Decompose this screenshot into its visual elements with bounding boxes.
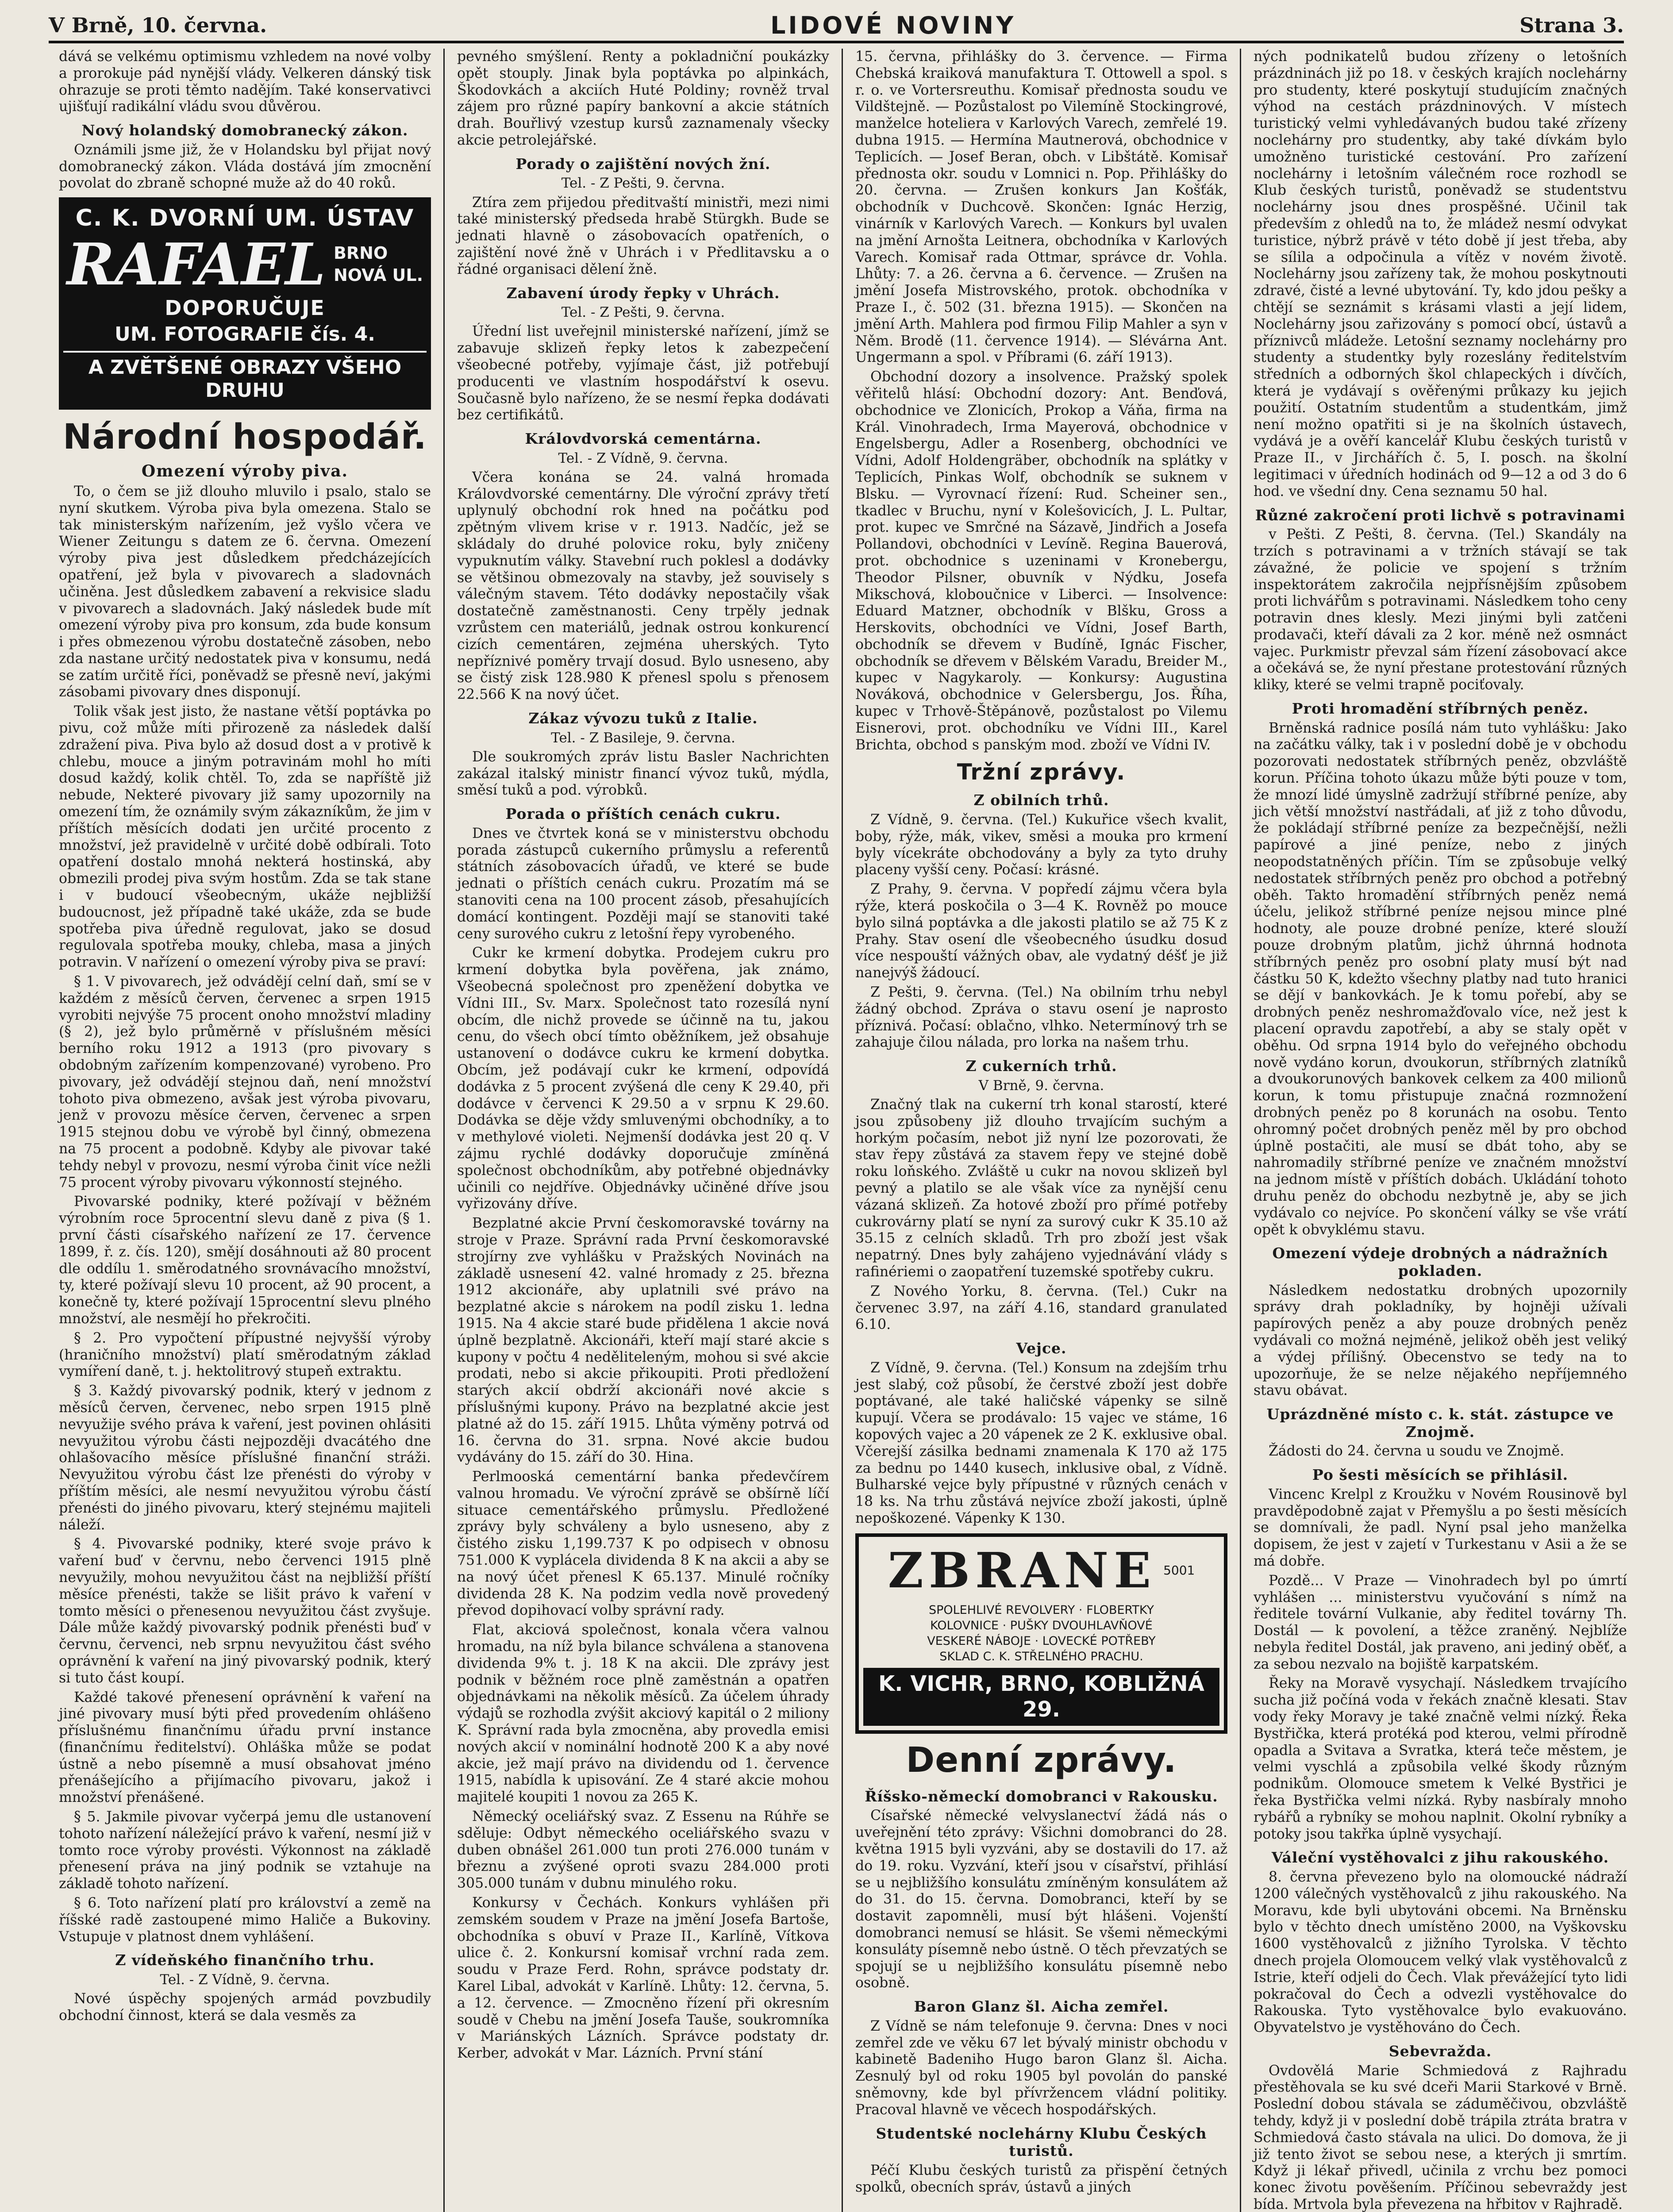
ad-line: DOPORUČUJE bbox=[165, 296, 325, 320]
dateline: Tel. - Z Vídně, 9. června. bbox=[160, 1972, 330, 1988]
ad-line: C. K. DVORNÍ UM. ÚSTAV bbox=[75, 205, 415, 232]
masthead-page-number: Strana 3. bbox=[1519, 13, 1624, 37]
headline-domobrana: Nový holandský domobranecký zákon. bbox=[81, 122, 408, 139]
article-text: Vincenc Krelpl z Kroužku v Novém Rousinově byl pravděpodobně zajat v Přemyšlu a po šesti měsících se domnívali, že padl. Nyní psal jeho manželka dopisem, že jest v zajetí v Turkestanu v Asii a že se má dobře. bbox=[1254, 1486, 1627, 1569]
article-text: § 4. Pivovarské podniky, které svoje právo k vaření buď v červnu, nebo červenci 1915 plně nevyužily, mohou nevyužitou část na nejbližší příští měsíce přenésti, takže se lišit právo k vaření v tomto měsíci o přenesenou nevyužitou část zvyšuje. Dále může každý pivovarský podnik přenésti buď v červnu, červenci, neb srpnu nevyužitou část svého oprávnění k vaření na jiný pivovarský podnik, který si tuto část koupí. bbox=[59, 1536, 431, 1686]
headline-omezeni-vydeje: Omezení výdeje drobných a nádražních pokladen. bbox=[1272, 1244, 1608, 1279]
ad-lines bbox=[863, 1602, 1219, 1664]
headline-porady: Porady o zajištění nových žní. bbox=[515, 155, 771, 173]
columns bbox=[46, 49, 1639, 2212]
column-2 bbox=[445, 49, 843, 2212]
ad-footer: K. VICHR, BRNO, KOBLIŽNÁ 29. bbox=[863, 1668, 1219, 1726]
headline-vejce: Vejce. bbox=[1016, 1340, 1067, 1357]
article-text: ných podnikatelů budou zřízeny o letošních prázdninách již po 18. v českých krajích noclehárny pro studenty, které poskytují studujícím značných výhod na cestách prázdninových. V místech turistický velmi vyhledávaných budou také zřízeny noclehárny pro studentky, aby také dívkám bylo umožněno turistické cestování. Pro zařízení noclehárny i letošním válečném roce rozhodl se Klub českých turistů, poněvadž se studentstvu noclehárny jsou dnes prospěšné. Učinil tak především z ohledů na to, že mládež nesmí odvykat turistice, nýbrž právě v této době jí jest třeba, aby se sílila a odpočinula a vítěz v novém životě. Noclehárny jsou zařízeny tak, že mohou poskytnouti zdravé, čisté a levné ubytování. Ty, kdo jdou pešky a chtějí se seznámit s krásami vlasti a její lidem, Noclehárny jsou zařizovány s pomocí obcí, ústavů a příznivců mládeže. Letošní seznamy noclehárny pro studenty a studentky byly rozeslány ředitelstvím středních a odborných škol chlapeckých i dívčích, která je vydávají s ověřenými průkazy ku jejich použití. Ostatním studentům a studentkám, jimž není možno opatřiti si je na školních ústavech, vydává je a ověří kancelář Klubu českých turistů v Praze II., v Jirchářích č. 5, I. posch. na školní legitimaci v úředních hodinách od 9—12 a od 3 do 6 hod. ve všední dny. Cena seznamu 50 hal. bbox=[1254, 49, 1627, 499]
headline-baron-glanz: Baron Glanz šl. Aicha zemřel. bbox=[914, 1998, 1169, 2016]
column-4 bbox=[1241, 49, 1639, 2212]
section-title-trzni-zpravy: Tržní zprávy. bbox=[957, 759, 1126, 785]
article-text: Konkursy v Čechách. Konkurs vyhlášen při zemském soudem v Praze na jmění Josefa Bartoše, obchodníka s obuví v Praze II., Karlíně, Vítkova ulice č. 2. Konkursní komisař vrchní rada zem. soudu v Praze Ferd. Rohn, správce podstaty dr. Karel Libal, advokát v Karlíně. Lhůty: 12. června, 5. a 12. července. — Zmocněno řízení při okresním soudě v Chebu na jmění Josefa Tauše, soukromníka v Mariánských Lázních. Správce podstaty dr. Kerber, advokát v Mar. Lázních. První stání bbox=[457, 1895, 829, 2062]
headline-uprazdnene-misto: Uprázdněné místo c. k. stát. zástupce ve Znojmě. bbox=[1266, 1406, 1614, 1440]
headline-sebevrazda: Sebevražda. bbox=[1388, 2043, 1492, 2060]
ad-line: A ZVĚTŠENÉ OBRAZY VŠEHO DRUHU bbox=[63, 351, 427, 403]
article-text: 15. června, přihlášky do 3. července. — Firma Chebská kraiková manufaktura T. Ottowell a spol. s r. o. ve Vortersreuthu. Komisař přednosta soudu ve Vildštejně. — Pozůstalost po Vilemíně Stockingrové, manželce hoteliera v Karlových Varech, zemřelé 19. dubna 1915. — Hermína Mautnerová, obchodnice v Teplicích. — Josef Beran, obch. v Libštátě. Komisař přednosta okr. soudu v Lomnici n. Pop. Přihlášky do 20. června. — Zrušen konkurs Jan Košťák, obchodník v Duchcově. Skončen: Ignác Herzig, vinárník v Karlových Varech. — Konkurs byl uvalen na jmění Arnošta Leitnera, obchodníka v Karlových Varech. Komisař rada Ottmar, správce dr. Vohla. Lhůty: 7. a 26. června a 6. července. — Zrušen na jmění Josefa Mistrovského, protok. obchodníka v Praze I., č. 502 (31. března 1915). — Skončen na jmění Arth. Mahlera pod firmou Filip Mahler a syn v Něm. Brodě (11. července 1914). — Slévárna Ant. Ungermann a spol. v Příbrami (6. září 1913). bbox=[855, 49, 1227, 366]
article-text: Včera konána se 24. valná hromada Královdvorské cementárny. Dle výroční zprávy třetí uplynulý obchodní rok hned na počátku pod zpětným vlivem krise v r. 1913. Nadčíc, jež se skládaly do druhé polovice roku, byly zničeny vypuknutím války. Stavební ruch poklesl a dodávky se většinou obmezovaly na stavby, jež souvisely s válečným stavem. Této dodávky nepostačily však dostatečně zaměstnanosti. Ceny trpěly jednak vzrůstem cen materiálů, jednak ostrou konkurencí cizích cementáren, zejména uherských. Tyto nepříznivé poměry trvají dosud. Bylo usneseno, aby se čistý zisk 128.980 K přenesl spolu s přenosem 22.566 K na nový účet. bbox=[457, 469, 829, 703]
dateline: Tel. - Z Pešti, 9. června. bbox=[561, 175, 725, 192]
ad-logo-row bbox=[63, 230, 427, 298]
zbrane-advertisement bbox=[855, 1533, 1227, 1734]
headline-tuky: Zákaz vývozu tuků z Italie. bbox=[528, 710, 758, 727]
article-text: Úřední list uveřejnil ministerské nařízení, jímž se zabavuje sklizeň řepky letos k zabezpečení všeobecné potřeby, vyjímaje část, již potřebují producenti ve vlastním hospodářství k osevu. Současně bylo nařízeno, že se nesmí řepka dodávati bez certifikátů. bbox=[457, 323, 829, 423]
article-text: Císařské německé velvyslanectví žádá nás o uveřejnění této zprávy: Všichni domobranci do 28. května 1915 byli vyzváni, aby se dostavili do 17. až do 19. roku. Vyzvání, kteří jsou v císařství, přihlásí se u nejbližšího konsulátu zmíněným konsulátem až do 31. do 15. června. Domobranci, kteří by se dostavit zapomněli, musí být hlášeni. Vojenští domobranci nemusí se hlásit. Se všemi německými konsuláty písemně nebo ústně. O těch převzatých se spojují se u nejbližšího konsulátu písemně nebo osobně. bbox=[855, 1808, 1227, 1991]
article-text: Nové úspěchy spojených armád povzbudily obchodní činnost, která se dala vesměs za bbox=[59, 1991, 431, 2024]
ad-line: SPOLEHLIVÉ REVOLVERY · FLOBERTKY bbox=[928, 1603, 1154, 1617]
article-text: Z Prahy, 9. června. V popředí zájmu včera byla rýže, která poskočila o 3—4 K. Rovněž po mouce bylo silná poptávka a dle jakosti platilo se až 75 K z Prahy. Stav osení dle všeobecného úsudku dosud více nespouští vážných obav, ale vydatný déšť je již nanejvýš žádoucí. bbox=[855, 881, 1227, 981]
headline-valecni-vystehovalci: Váleční vystěhovalci z jihu rakouského. bbox=[1271, 1849, 1609, 1866]
masthead bbox=[49, 10, 1624, 43]
article-text: 8. června převezeno bylo na olomoucké nádraží 1200 válečných vystěhovalců z jihu rakouského. Na Moravu, kde byli ubytováni obcemi. Na Brněnsku bylo v těchto dnech umístěno 2000, na Vyškovsku 1600 vystěhovalců z jižního Tyrolska. V těchto dnech projela Olomoucem velký vlak vystěhovalců z Istrie, kteří odjeli do Čech. Vlak převážející tyto lidi pokračoval do Čech a odvezli vystěhovalce do Rakouska. Tyto vystěhovalce bylo evakuováno. Obyvatelstvo je vystěhováno do Čech. bbox=[1254, 1869, 1627, 2036]
article-text: Péčí Klubu českých turistů za přispění četných spolků, obecních správ, ústavů a jiných bbox=[855, 2162, 1227, 2195]
ad-title: ZBRANE bbox=[888, 1541, 1157, 1599]
headline-cementarna: Královdvorská cementárna. bbox=[525, 430, 762, 448]
headline-cukerni-trhy: Z cukerních trhů. bbox=[965, 1057, 1117, 1075]
section-title-narodni-hospodar: Národní hospodář. bbox=[63, 417, 427, 457]
article-text: To, o čem se již dlouho mluvilo i psalo, stalo se nyní skutkem. Výroba piva byla omezena. Stalo se tak ministerským nařízením, jež vyšlo včera ve Wiener Zeitungu s datem ze 6. června. Omezení výroby piva jest důsledkem předcházejících opatření, jež byla v pivovarech a sladovnách učiněna. Jest důsledkem zabavení a rekvisice sladu v pivovarech a sladovnách. Jaký následek bude mít omezení výroby piva pro konsum, zda bude konsum i přes obmezenou výrobu dostatečně zásoben, nebo zda nastane určitý nedostatek piva v konsumu, nedá se zatím určitě říci, poněvadž se přesně neví, jakými zásobami pivovary dnes disponují. bbox=[59, 483, 431, 700]
article-text: pevného smýšlení. Renty a pokladniční poukázky opět stouply. Jinak byla poptávka po alpinkách, Škodovkách a akciích Huté Poldiny; rovněž trval zájem pro různé papíry bankovní a akcie státních drah. Bouřlivý vzestup kursů zaznamenaly všecky akcie petrolejářské. bbox=[457, 49, 829, 148]
article-text: v Pešti. Z Pešti, 8. června. (Tel.) Skandály na trzích s potravinami a v tržních stávají se tak závažné, že policie ve spojení s tržním inspektorátem zakročila nejpřísnějším způsobem proti lichvářům s potravinami. Následkem toho ceny potravin dnes klesly. Mezi jinými byli zatčeni prodavači, kteří dávali za 2 kor. méně než osmnáct vajec. Purkmistr převzal sám řízení zásobovací akce a očekává se, že nyní přestane protestování různých kliky, které se velmi trapně pociťovaly. bbox=[1254, 526, 1627, 693]
article-text: Pivovarské podniky, které požívají v běžném výrobním roce 5procentní slevu daně z piva (§ 1. první části císařského nařízení ze 17. července 1899, ř. z. čís. 120), smějí dosáhnouti až 80 procent dle oddílu 1. směrodatného srovnávacího množství, ty, které požívají slevu 10 procent, až 90 procent, a konečně ty, které požívají 15procentní slevu plného množství, ale nesmějí ho překročiti. bbox=[59, 1194, 431, 1327]
rafael-advertisement bbox=[59, 197, 431, 410]
dateline: Tel. - Z Vídně, 9. června. bbox=[558, 450, 728, 466]
headline-po-sesti-mesicich: Po šesti měsících se přihlásil. bbox=[1312, 1466, 1569, 1484]
article-text: Dle soukromých zpráv listu Basler Nachrichten zakázal italský ministr financí vývoz tuků, mýdla, směsí tuků a pod. výrobků. bbox=[457, 749, 829, 799]
article-text: § 2. Pro vypočtení přípustné nejvyšší výroby (hraničního množství) platí směrodatným základ vymíření daně, t. j. hektolitrový stupeň extraktu. bbox=[59, 1330, 431, 1380]
ad-address bbox=[334, 242, 423, 286]
article-text: dává se velkému optimismu vzhledem na nové volby a prorokuje pád nynější vlády. Velkeren dánský tisk ohrazuje se proti těmto nadějím. Také konservativci ujišťují radikální vládu svou důvěrou. bbox=[59, 49, 431, 115]
dateline: V Brně, 9. června. bbox=[978, 1077, 1104, 1094]
article-text: Dnes ve čtvrtek koná se v ministerstvu obchodu porada zástupců cukerního průmyslu a referentů státních zásobovacích úřadů, ve které se bude jednati o příštích cenách cukru. Prozatím má se stanoviti cena na 100 procent zásob, přesahujících domácí kontingent. Později mají se stanoviti také ceny surového cukru z letošní řepy vyrobeného. bbox=[457, 825, 829, 942]
article-text: Brněnská radnice posílá nám tuto vyhlášku: Jako na začátku války, tak i v poslední době je v obchodu pozorovati nedostatek stříbrných peněz, obzvláště korun. Příčina tohoto úkazu může býti pouze v tom, že mnozí lidé úmyslně zadržují stříbrné peníze, aby jich větší množství nastřádali, ať již z toho důvodu, že pokládají stříbrné peníze za bezpečnější, nežli papírové a jiné peníze, nebo z jiných neopodstatněných příčin. Tím se způsobuje velký nedostatek stříbrných peněz pro obchod a potřebný oběh. Takto hromadění stříbrných peněz nemá účelu, jelikož stříbrné peníze nejsou mince plné hodnoty, ale pouze drobné peníze, které slouží pouze drobným platům, jichž úhrnná hodnota stříbrných peněz pro osobní platy musí být nad částku 50 K, kdežto všechny platby nad tuto hranici se dějí v bankovkách. Je k tomu pořebí, aby se drobných peněz neshromažďovalo více, než jest k placení opravdu zapotřebí, a aby se staly opět v oběhu. Od srpna 1914 bylo do veřejného obchodu nově vydáno korun, dvoukorun, stříbrných zlatníků a dvoukorunových bankovek celkem za 400 milionů korun, k tomu přistupuje značná rozmnožení drobných peněz po 8 korunách na osobu. Tento ohromný počet drobných peněz měl by pro obchod úplně postačiti, ale musí se dbát toho, aby se nahromadily stříbrné peníze ve značném množství na jednom místě v příštích dobách. Ukládání tohoto druhu peněz do obchodu nezbytně je, aby se jich vydávalo co nejvíce. Po skončení války se vše vrátí opět k obvyklému stavu. bbox=[1254, 720, 1627, 1238]
article-text: Následkem nedostatku drobných upozornily správy drah pokladníky, by hojněji užívali papírových peněz a aby pouze drobných peněz vydávali co možná nejméně, jelikož oběh jest veliký a výdej přílišný. Obecenstvo se tedy na to upozorňuje, že se nelze nějakého nepříjemného stavu obávat. bbox=[1254, 1282, 1627, 1399]
ad-line: KOLOVNICE · PUŠKY DVOUHLAVŇOVÉ bbox=[930, 1618, 1153, 1632]
headline-obilni-trhy: Z obilních trhů. bbox=[973, 791, 1109, 809]
headline-omezeni-piva: Omezení výroby piva. bbox=[141, 461, 349, 480]
section-title-denni-zpravy: Denní zprávy. bbox=[906, 1740, 1177, 1781]
article-text: Pozdě... V Praze — Vinohradech byl po úmrtí vyhlášen ... ministerstvu vyučování s nímž na ředitele tovární Vulkanie, aby ředitel továrny Th. Dostál — k povolení, a těžce zraněný. Nejblíže nebyla ředitel Dostál, jak praveno, ani jediný oběť, a za sebou nezvalo na bojiště karpatském. bbox=[1254, 1572, 1627, 1672]
article-text: Perlmooská cementární banka předevčírem valnou hromadu. Ve výroční zprávě se obšírně líčí situace cementářského průmyslu. Předložené zprávy byly schváleny a bylo usneseno, aby z čistého zisku 1,199.737 K po odpisech v obnosu 751.000 K vyplácela dividenda 8 K na akcii a aby se na nový účet přenesl K 65.137. Minulé ročníky dividenda 28 K. Na podzim vedla nově provedený převod dopihovací volby správní rady. bbox=[457, 1469, 829, 1619]
masthead-date: V Brně, 10. června. bbox=[49, 13, 267, 37]
article-text: Ztíra zem přijedou předitvaští ministři, mezi nimi také ministerský předseda hrabě Stürgkh. Bude se jednati hlavně o zásobovacích opatřeních, o zajištění nové žně v Uhrách i v Předlitavsku a o řádné organisaci dělení žně. bbox=[457, 194, 829, 277]
headline-risko-nemecti: Říšsko-německí domobranci v Rakousku. bbox=[865, 1787, 1218, 1805]
ad-line: VESKERÉ NÁBOJE · LOVECKÉ POTŘEBY bbox=[927, 1634, 1156, 1648]
ad-logo: RAFAEL bbox=[67, 230, 326, 298]
article-text: Bezplatné akcie První českomoravské továrny na stroje v Praze. Správní rada První českomoravské strojírny zve vyhlášku v Pražských Novinách na základě usnesení 42. valné hromady z 25. března 1912 akcionáře, aby uplatnili své právo na bezplatné akcie s nárokem na podíl zisku 1. ledna 1915. Na 4 akcie staré bude přidělena 1 akcie nová úplně bezplatně. Akcionáři, kteří mají staré akcie s kupony v počtu 4 neděliteleným, mohou si své akcie prodati, nebo si akcie přikoupiti. Proti předložení starých akcií obdrží akcionáři nové akcie s příslušnými kupony. Právo na bezplatné akcie jest platné až do 15. září 1915. Lhůta výměny potrvá od 16. června do 31. srpna. Nové akcie budou vydávány do 15. září do 30. Hina. bbox=[457, 1215, 829, 1466]
article-text: Tolik však jest jisto, že nastane větší poptávka po pivu, což může míti přirozeně za následek další zdražení piva. Piva bylo až dosud dost a v protivě k chlebu, mouce a jiným potravinám mohl ho míti dosud každý, kolik chtěl. To, zda se napříště již nebude, Nekteré pivovary již samy upozornily na omezení tím, že oznámily svým zákazníkům, že jim v příštích měsících dodati jen určité procento z množství, jež pravidelně v určité době odbírali. Toto opatření dostalo mnohá nekterá hostinská, aby obmezili prodej piva svým hostům. Zda se tak stane i v budoucí všeobecným, ukáže nejbližší budoucnost, jež případně také ukáže, zda se bude spotřeba piva úředně regulovat, jako se dosud regulovala spotřeba mouky, chleba, masa a jiných potravin. V nařízení o omezení výroby piva se praví: bbox=[59, 703, 431, 971]
article-text: Značný tlak na cukerní trh konal starostí, které jsou způsobeny již dlouho trvajícím suchým a horkým počasím, nebot již nyní lze pozorovati, že stav řepy zůstává za stavem řepy ve stejné době roku loňského. Zvláště u cukr na novou sklizeň byl pevný a platilo se ale však více za nynější cenu vázaná sklizeň. Za hotové zboží pro přímé potřeby cukrovárny platí se nyní za surový cukr K 35.10 až 35.15 z celních skladů. Trh pro zboží jest však nepatrný. Dnes byly zahájeno vyjednávání vlády s rafinériemi o zaopatření tuzemské spotřeby cukru. bbox=[855, 1097, 1227, 1280]
article-text: Obchodní dozory a insolvence. Pražský spolek věřitelů hlásí: Obchodní dozory: Ant. Benďová, obchodnice ve Zlonicích, Prokop a Váňa, firma na Král. Vinohradech, Irma Mayerová, obchodnice v Engelsbergu, Adler a Rosenberg, obchodníci ve Vídni, Adolf Holdengräber, obchodník na splátky v Teplicích, Pinkas Wolf, obchodník se suknem v Blsku. — Vyrovnací řízení: Rud. Scheiner sen., tkadlec v Bruchu, nyní v Kolešovicích, J. L. Pultar, prot. kupec ve Smrčné na Sázavě, Jindřich a Josefa Pollandovi, obchodníci v Levíně. Regina Bauerová, prot. obchodnice s uzeninami v Kronebergu, Theodor Pilsner, obuvník v Nýdku, Josefa Mikschová, kloboučnice v Liberci. — Insolvence: Eduard Matzner, obchodník v Blšku, Gross a Herskovits, obchodníci ve Vídni, Josef Barth, obchodník se dřevem v Budíně, Ignác Fischer, obchodník se dřevem v Bělském Varadu, Breider M., kupec v Nagykaroly. — Konkursy: Augustina Nováková, obchodnice v Gelersbergu, Jos. Říha, kupec v Trhově-Štěpánově, pozůstalost po Vilemu Eisnerovi, prot. obchodníku ve Vídni III., Karel Brichta, obchod s panským mod. zboží ve Vídni IV. bbox=[855, 369, 1227, 753]
headline-vidensky-trh: Z vídeňského finančního trhu. bbox=[115, 1951, 375, 1969]
article-text: Řeky na Moravě vysychají. Následkem trvajícího sucha již počíná voda v řekách značně klesati. Stav vody řeky Moravy je také značně velmi nízký. Řeka Bystřička, která protéká pod kterou, velmi přírodně opadla a Svitava a Svratka, která teče městem, je velmi vyschlá a způsobila velké škody různým podnikům. Olomouce smetem k Velké Bystřici je řeka Bystřička velmi nízká. Ryby nasbíraly mnoho rybářů a rybníky se mohou naplnit. Okolní rybníky a potoky jsou takřka úplně vysychají. bbox=[1254, 1675, 1627, 1842]
dateline: Tel. - Z Pešti, 9. června. bbox=[561, 304, 725, 321]
article-text: Žádosti do 24. června u soudu ve Znojmě. bbox=[1269, 1443, 1565, 1459]
headline-zakroceni: Různé zakročení proti lichvě s potravinami bbox=[1255, 506, 1626, 524]
article-text: Německý oceliářský svaz. Z Essenu na Rúhře se sděluje: Odbyt německého oceliářského svazu v duben obnášel 261.000 tun proti 276.000 tunám v březnu a zvýšené oproti svazu 284.000 proti 305.000 tunám v dubnu minulého roku. bbox=[457, 1809, 829, 1892]
column-3 bbox=[843, 49, 1241, 2212]
article-text: Z Vídně, 9. června. (Tel.) Konsum na zdejším trhu jest slabý, což působí, že čerstvé zboží jest dobře poptávané, ale také haličské vápenky se silně kupují. Včera se prodávalo: 15 vajec ve stáme, 16 kopových vajec a 20 vápenek ze 2 K. exklusive obal. Včerejší zásilka bednami znamenala K 170 až 175 za bednu po 1440 kusech, inklusive obal, z Vídně. Bulharské vejce byly přípustné v různých cenách v 18 ks. Na trhu zůstává nejvíce zboží jakosti, úplně nepoškozené. Vápenky K 130. bbox=[855, 1359, 1227, 1526]
ad-city: BRNO bbox=[333, 243, 388, 263]
headline-hromadeni-penez: Proti hromadění stříbrných peněz. bbox=[1292, 700, 1589, 718]
headline-cukr-ceny: Porada o příštích cenách cukru. bbox=[505, 805, 781, 823]
column-1 bbox=[46, 49, 445, 2212]
ad-line: UM. FOTOGRAFIE čís. 4. bbox=[115, 323, 375, 346]
ad-line: SKLAD C. K. STŘELNÉHO PRACHU. bbox=[939, 1650, 1143, 1663]
ad-number: 5001 bbox=[1163, 1563, 1195, 1578]
headline-noclehárny: Studentské noclehárny Klubu Českých turistů. bbox=[876, 2124, 1207, 2160]
article-text: Flat, akciová společnost, konala včera valnou hromadu, na níž byla bilance schválena a stanovena dividenda 9% t. j. 18 K na akcii. Dle zprávy jest podnik v běžném roce plně zaměstnán a opatřen objednávkami na několik měsíců. Za účelem úhrady výdajů se rozhodla zvýšit akciový kapitál o 2 miliony K. Správní rada byla zmocněna, aby provedla emisi nových akcií v nominální hodnotě 200 K a aby nové akcie, jež mají právo na dividendu od 1. července 1915, nabídla k upisování. Ze 4 staré akcie mohou majitelé koupiti 1 novou za 265 K. bbox=[457, 1622, 829, 1805]
article-text: Každé takové přenesení oprávnění k vaření na jiné pivovary musí býti před provedením ohlášeno příslušnému finančnímu úřadu první instance (finančnímu ředitelství). Ohláška může se podat ústně a nebo písemně a musí obsahovat jméno přenášejícího a přijímacího pivovaru, jakož i množství přenášené. bbox=[59, 1689, 431, 1806]
article-text: § 3. Každý pivovarský podnik, který v jednom z měsíců červen, červenec, nebo srpen 1915 plně nevyužije svého práva k vaření, jest povinen ohlásiti nevyužitou výrobu části nejpozději dvacátého dne ohlašovacího měsíce příslušné finanční stráži. Nevyužitou výrobu část lze přenésti do výroby v příštím měsíci, ale nesmí nevyužitou výrobu částí přenésti do jiného pivovaru, který stejnému majiteli náleží. bbox=[59, 1383, 431, 1533]
article-text: § 5. Jakmile pivovar vyčerpá jemu dle ustanovení tohoto nařízení náležející právo k vaření, nesmí již v tomto roce výroby provésti. Výkonnost na základě přenesení práva na jiný podnik se vztahuje na základě tohoto nařízení. bbox=[59, 1809, 431, 1892]
article-text: Z Vídně, 9. června. (Tel.) Kukuřice všech kvalit, boby, rýže, mák, vikev, směsi a mouka pro krmení byly vícekráte obchodovány a byly za tyto druhy placeny vyšší ceny. Počasí: krásné. bbox=[855, 812, 1227, 878]
article-text: Cukr ke krmení dobytka. Prodejem cukru pro krmení dobytka byla pověřena, jak známo, Všeobecná společnost pro zpeněžení dobytka ve Vídni III., Sv. Marx. Společnost tato rozesílá nyní obcím, dle nichž provede se účinně na tu, jakou cenu, do všech obcí tímto oběžníkem, jež obsahuje ustanovení o dodávce cukru ke krmení dobytka. Obcím, jež podávají cukr ke krmení, odpovídá dodávka z 5 procent zvýšená dle ceny K 29.40, při dodávce v červenci K 29.50 a v srpnu K 29.60. Dodávka se děje vždy smluvenými obchodníky, a to v methylové violeti. Nejmenší dodávka jest 20 q. V zájmu rychlé dodávky doporučuje zmíněná společnost obchodníkům, aby potřebné objednávky učinili co nejdříve. Objednávky učiněné dříve jsou vyřizovány dříve. bbox=[457, 945, 829, 1212]
headline-repka: Zabavení úrody řepky v Uhrách. bbox=[506, 284, 780, 302]
article-text: Ovdovělá Marie Schmiedová z Rajhradu přestěhovala se ku své dceři Marii Starkové v Brně. Poslední dobou stávala se záduměčivou, obzvláště tehdy, když ji v poslední době trápila ztráta bratra v Schmiedová často stávala na ulici. Do domova, že ji již tento život se sebou nese, a kterých ji smrtím. Když ji lékař přivedl, učinila z vrchu bez pomoci konec životu pověšením. Příčinou sebevraždy jest bída. Mrtvola byla převezena na hřbitov v Rajhradě. bbox=[1254, 2062, 1627, 2212]
ad-head bbox=[863, 1541, 1219, 1600]
masthead-paper-name: LIDOVÉ NOVINY bbox=[770, 11, 1016, 39]
article-text: Oznámili jsme již, že v Holandsku byl přijat nový domobranecký zákon. Vláda dostává jím zmocnění povolat do zbraně schopné muže až do 40 roků. bbox=[59, 142, 431, 192]
article-text: Z Vídně se nám telefonuje 9. června: Dnes v noci zemřel zde ve věku 67 let bývalý ministr obchodu v kabinetě Badeniho Hugo baron Glanz šl. Aicha. Zesnulý byl od roku 1905 byl povolán do panské sněmovny, kde byl přívržencem vládní politiky. Pracoval hlavně ve věcech hospodářských. bbox=[855, 2018, 1227, 2118]
article-text: Z Nového Yorku, 8. června. (Tel.) Cukr na červenec 3.97, na září 4.16, standard granulated 6.10. bbox=[855, 1283, 1227, 1333]
article-text: § 6. Toto nařízení platí pro království a země na říšské radě zastoupené mimo Haliče a Bukoviny. Vstupuje v platnost dnem vyhlášení. bbox=[59, 1895, 431, 1945]
article-text: § 1. V pivovarech, jež odvádějí celní daň, smí se v každém z měsíců červen, červenec a srpen 1915 vyrobiti nejvýše 75 procent onoho množství mladiny (§ 2), jež bylo průměrně v příslušném měsíci berního roku 1912 a 1913 (pro pivovary s obdobným zařízením kompenzované) vyrobeno. Pro pivovary, jež odvádějí stejnou daň, není množství tohoto piva obmezeno, avšak jest výroba pivovaru, jenž v provozu měsíce červen, červenec a srpen 1915 stejnou dobu ve výrobě byl činný, obmezena na 75 procent a podobně. Kdyby ale pivovar také tehdy nebyl v provozu, nesmí výroba činit více nežli 75 procent výroby pivovaru výkonností stejného. bbox=[59, 974, 431, 1190]
article-text: Z Pešti, 9. června. (Tel.) Na obilním trhu nebyl žádný obchod. Zpráva o stavu osení je naprosto příznivá. Počasí: oblačno, vlhko. Netermínový trh se zahajuje čilou nálada, pro lorka na našem trhu. bbox=[855, 984, 1227, 1051]
dateline: Tel. - Z Basileje, 9. června. bbox=[551, 730, 735, 746]
ad-street: NOVÁ UL. bbox=[333, 265, 423, 285]
